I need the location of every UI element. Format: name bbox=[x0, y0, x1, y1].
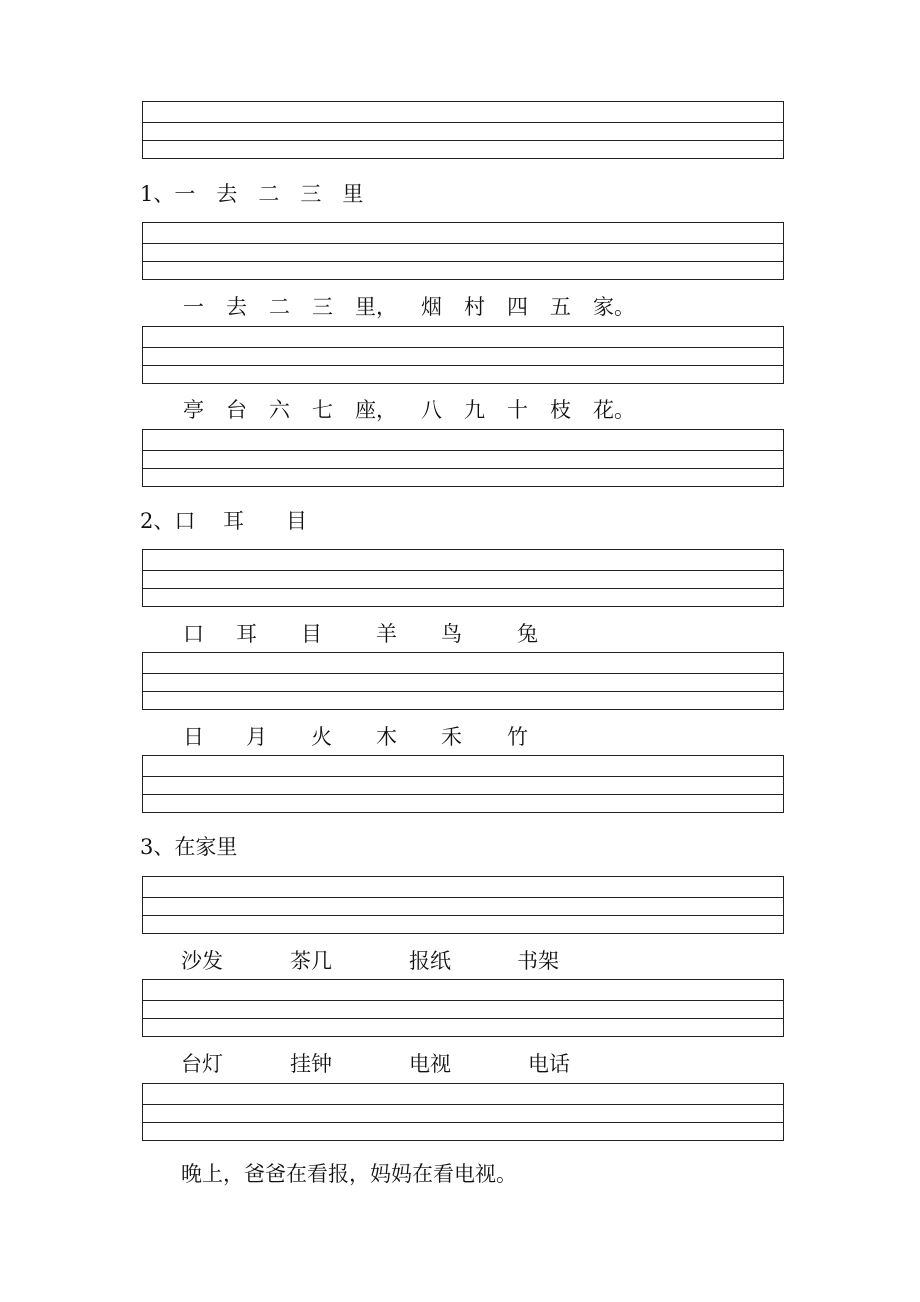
word: 目 bbox=[301, 622, 322, 646]
word: 花。 bbox=[593, 398, 635, 422]
word: 四 bbox=[507, 295, 528, 319]
word: 家。 bbox=[593, 295, 635, 319]
word: 日 bbox=[183, 725, 204, 749]
word: 三 bbox=[312, 295, 333, 319]
word: 七 bbox=[312, 398, 333, 422]
section-1-heading: 1、一 去 二 三 里 bbox=[140, 182, 364, 206]
word: 六 bbox=[269, 398, 290, 422]
writing-grid bbox=[142, 755, 784, 813]
word: 兔 bbox=[517, 622, 538, 646]
word: 烟 bbox=[421, 295, 442, 319]
word: 二 bbox=[269, 295, 290, 319]
word: 口 bbox=[183, 622, 204, 646]
writing-grid bbox=[142, 549, 784, 607]
word: 村 bbox=[464, 295, 485, 319]
word: 去 bbox=[226, 295, 247, 319]
word: 沙发 bbox=[181, 949, 223, 973]
word: 十 bbox=[507, 398, 528, 422]
word: 电话 bbox=[528, 1052, 570, 1076]
section-2-heading: 2、口 耳 目 bbox=[140, 509, 308, 533]
word: 耳 bbox=[236, 622, 257, 646]
word: 月 bbox=[246, 725, 267, 749]
writing-grid bbox=[142, 652, 784, 710]
word: 竹 bbox=[507, 725, 528, 749]
word: 禾 bbox=[441, 725, 462, 749]
writing-grid bbox=[142, 429, 784, 487]
writing-grid bbox=[142, 876, 784, 934]
section-3-heading: 3、在家里 bbox=[140, 835, 238, 859]
word: 台灯 bbox=[181, 1052, 223, 1076]
word: 八 bbox=[421, 398, 442, 422]
word: 火 bbox=[311, 725, 332, 749]
word: 一 bbox=[183, 295, 204, 319]
word: 五 bbox=[550, 295, 571, 319]
word: 木 bbox=[376, 725, 397, 749]
writing-grid bbox=[142, 326, 784, 384]
word: 茶几 bbox=[290, 949, 332, 973]
word: 鸟 bbox=[441, 622, 462, 646]
word: 座， bbox=[355, 398, 397, 422]
word: 台 bbox=[226, 398, 247, 422]
word: 羊 bbox=[376, 622, 397, 646]
word: 电视 bbox=[409, 1052, 451, 1076]
word: 报纸 bbox=[409, 949, 451, 973]
sentence: 晚上，爸爸在看报，妈妈在看电视。 bbox=[181, 1162, 517, 1186]
writing-grid bbox=[142, 979, 784, 1037]
word: 亭 bbox=[183, 398, 204, 422]
word: 挂钟 bbox=[290, 1052, 332, 1076]
word: 里， bbox=[355, 295, 397, 319]
writing-grid bbox=[142, 101, 784, 159]
writing-grid bbox=[142, 1083, 784, 1141]
word: 枝 bbox=[550, 398, 571, 422]
word: 书架 bbox=[517, 949, 559, 973]
writing-grid bbox=[142, 222, 784, 280]
word: 九 bbox=[464, 398, 485, 422]
